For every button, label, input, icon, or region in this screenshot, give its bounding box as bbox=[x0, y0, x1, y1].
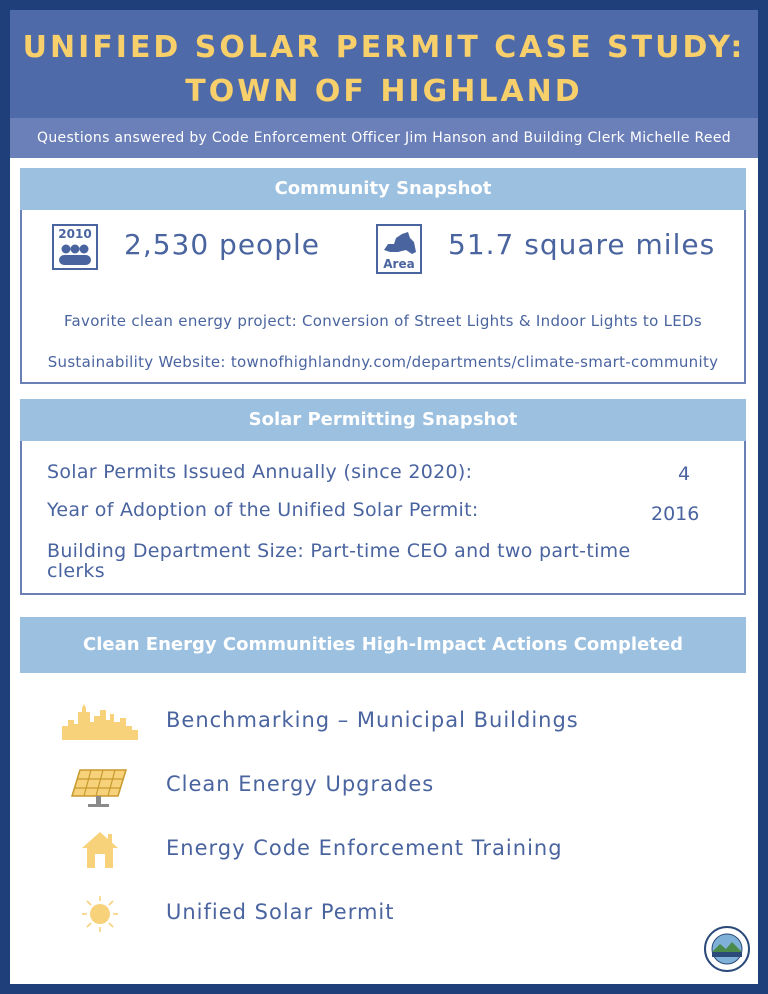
community-snapshot-heading: Community Snapshot bbox=[20, 168, 746, 210]
department-size-text bbox=[47, 541, 630, 581]
adoption-year-value: 2016 bbox=[651, 503, 700, 525]
department-size-line-1: Building Department Size: Part-time CEO and two part-time bbox=[47, 540, 631, 562]
area-label: Area bbox=[383, 257, 415, 271]
header-banner bbox=[10, 10, 758, 118]
sun-icon bbox=[60, 892, 140, 936]
favorite-project-text: Favorite clean energy project: Conversion of Street Lights & Indoor Lights to LEDs bbox=[63, 312, 703, 330]
area-value: 51.7 square miles bbox=[448, 228, 716, 261]
sustainability-website-text: Sustainability Website: townofhighlandny.com/departments/climate-smart-community bbox=[47, 353, 719, 371]
permits-issued-label: Solar Permits Issued Annually (since 2020): bbox=[47, 461, 473, 483]
solar-snapshot-box bbox=[20, 441, 746, 595]
census-year-label: 2010 bbox=[58, 227, 92, 241]
page-title bbox=[10, 10, 758, 114]
area-map-icon bbox=[376, 224, 422, 274]
actions-heading: Clean Energy Communities High-Impact Actions Completed bbox=[20, 617, 746, 673]
census-people-icon bbox=[52, 224, 98, 270]
action-label-unified-solar-permit: Unified Solar Permit bbox=[166, 900, 395, 924]
community-snapshot-box bbox=[20, 210, 746, 384]
subtitle: Questions answered by Code Enforcement Officer Jim Hanson and Building Clerk Michelle Reed bbox=[10, 118, 758, 158]
population-value: 2,530 people bbox=[124, 228, 320, 261]
seal-logo-icon bbox=[704, 926, 750, 972]
title-line-2: TOWN OF HIGHLAND bbox=[185, 74, 583, 109]
department-size-line-2: clerks bbox=[47, 560, 105, 582]
state-map-icon bbox=[378, 228, 420, 258]
action-label-clean-energy-upgrades: Clean Energy Upgrades bbox=[166, 772, 435, 796]
house-icon bbox=[60, 828, 140, 872]
adoption-year-label: Year of Adoption of the Unified Solar Permit: bbox=[47, 499, 479, 521]
action-label-benchmarking: Benchmarking – Municipal Buildings bbox=[166, 708, 579, 732]
permits-issued-value: 4 bbox=[678, 463, 691, 485]
city-skyline-icon bbox=[60, 700, 140, 744]
action-label-energy-code-training: Energy Code Enforcement Training bbox=[166, 836, 563, 860]
solar-snapshot-heading: Solar Permitting Snapshot bbox=[20, 399, 746, 441]
solar-panel-icon bbox=[60, 764, 140, 808]
title-line-1: UNIFIED SOLAR PERMIT CASE STUDY: bbox=[22, 30, 746, 65]
people-icon bbox=[54, 243, 96, 269]
